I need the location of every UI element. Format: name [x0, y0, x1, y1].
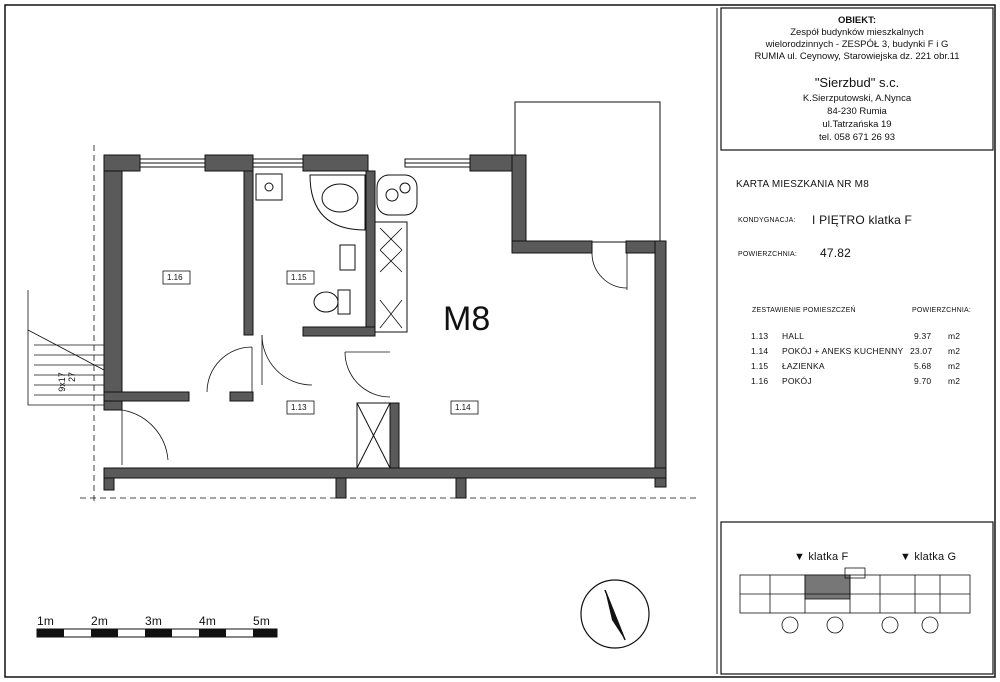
room-name: ŁAZIENKA — [782, 361, 825, 371]
room-no: 1.16 — [751, 376, 769, 386]
area-header: POWIERZCHNIA: — [912, 307, 971, 314]
room-name: POKÓJ — [782, 376, 812, 386]
stair-label: 9x17 — [56, 372, 67, 392]
scale-label: 2m — [91, 614, 109, 628]
room-area: 9.70 — [914, 376, 932, 386]
floor-plan — [28, 102, 700, 505]
room-no: 1.15 — [751, 361, 769, 371]
object-line-2: wielorodzinnych - ZESPÓŁ 3, budynki F i G — [765, 39, 949, 50]
room-unit: m2 — [948, 376, 961, 386]
north-arrow-icon — [581, 580, 649, 648]
object-line-3: RUMIA ul. Ceynowy, Starowiejska dz. 221 obr.11 — [754, 51, 960, 62]
apartment-label: M8 — [443, 300, 491, 338]
room-tag-1-16: 1.16 — [167, 273, 183, 282]
rooms-table-header: ZESTAWIENIE POMIESZCZEŃ — [752, 307, 856, 314]
key-plan-right-label: ▼ klatka G — [900, 551, 957, 563]
room-name: POKÓJ + ANEKS KUCHENNY — [782, 346, 904, 356]
scale-label: 1m — [37, 614, 55, 628]
storey-label: KONDYGNACJA: — [738, 217, 796, 224]
company-line-2: 84-230 Rumia — [827, 106, 887, 117]
company-name: "Sierzbud" s.c. — [814, 75, 900, 90]
object-line-1: Zespół budynków mieszkalnych — [790, 27, 924, 38]
key-plan — [740, 568, 970, 633]
room-name: HALL — [782, 331, 805, 341]
room-tag-1-13: 1.13 — [291, 403, 307, 412]
storey-value: I PIĘTRO klatka F — [812, 213, 913, 227]
area-value: 47.82 — [820, 246, 852, 260]
room-no: 1.13 — [751, 331, 769, 341]
room-area: 23.07 — [910, 346, 933, 356]
company-line-1: K.Sierzputowski, A.Nynca — [802, 93, 912, 104]
object-label: OBIEKT: — [838, 15, 876, 26]
area-label: POWIERZCHNIA: — [738, 251, 797, 258]
room-unit: m2 — [948, 361, 961, 371]
room-area: 9.37 — [914, 331, 932, 341]
key-plan-left-label: ▼ klatka F — [794, 551, 849, 563]
scale-bar — [37, 629, 277, 637]
room-unit: m2 — [948, 346, 961, 356]
key-plan-frame — [721, 522, 993, 674]
scale-label: 4m — [199, 614, 217, 628]
company-line-3: ul.Tatrzańska 19 — [822, 119, 892, 130]
company-line-4: tel. 058 671 26 93 — [818, 132, 896, 143]
stair-label-2: 27 — [67, 371, 78, 383]
sheet-title: KARTA MIESZKANIA NR M8 — [736, 179, 869, 190]
scale-label: 3m — [145, 614, 163, 628]
room-unit: m2 — [948, 331, 961, 341]
scale-label: 5m — [253, 614, 271, 628]
room-tag-1-15: 1.15 — [291, 273, 307, 282]
room-tag-1-14: 1.14 — [455, 403, 471, 412]
room-area: 5.68 — [914, 361, 932, 371]
room-no: 1.14 — [751, 346, 769, 356]
